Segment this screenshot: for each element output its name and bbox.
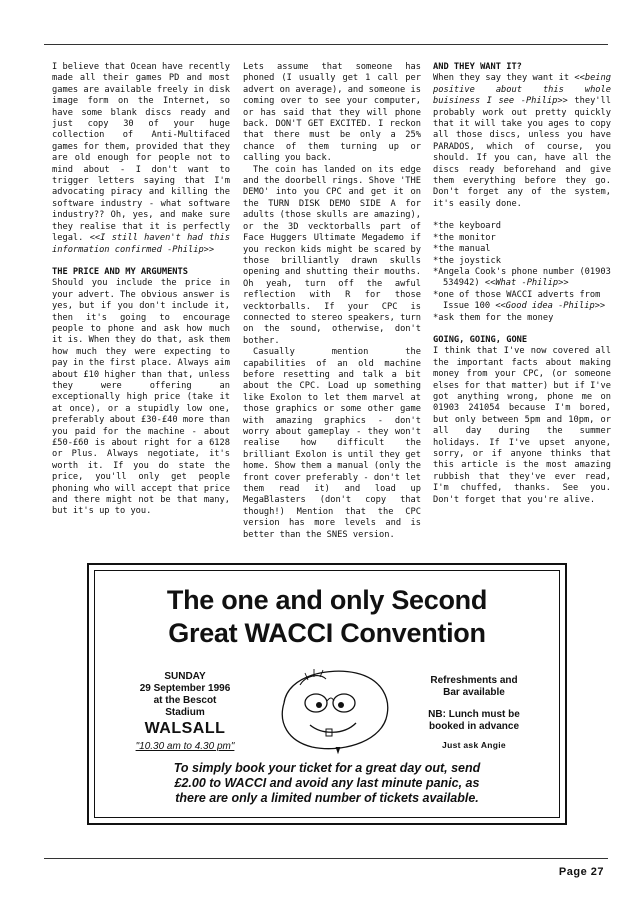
event-day: SUNDAY [164, 671, 206, 682]
top-rule [44, 44, 608, 45]
cartoon-face-icon [270, 663, 395, 755]
refreshments-line-2: Bar available [443, 687, 505, 698]
section-heading: THE PRICE AND MY ARGUMENTS [52, 266, 188, 277]
list-item-text: *one of those WACCI adverts from Issue 100 [433, 289, 601, 312]
list-item [433, 267, 611, 290]
booking-line-3: there are only a limited number of tickets available. [175, 791, 479, 805]
event-venue-line-2: Stadium [165, 707, 205, 718]
lunch-note-line-1: NB: Lunch must be [428, 709, 520, 720]
paragraph [433, 73, 611, 210]
event-venue-line-1: at the Bescot [153, 695, 217, 706]
paragraph: I think that I've now covered all the important facts about making money from your CPC, (or someone elses for that matter) but if I've got anything wrong, phone me on 01903 241054 because I'm bored, but only between 5pm and 10pm, or all day during the summer holidays. If I've upset anyone, sorry, or if anyone thinks that this article is the most amazing rubbish that they've ever read, I'm chuffed, thanks. See you. Don't forget that you're alive. [433, 346, 611, 505]
booking-line-2: £2.00 to WACCI and avoid any last minute panic, as [174, 776, 480, 790]
editor-note: <<I still haven't had this information confirmed -Philip>> [52, 233, 230, 255]
article-column-3 [433, 62, 611, 506]
editor-note: <<What -Philip>> [484, 278, 569, 289]
booking-line-1: To simply book your ticket for a great day out, send [173, 761, 481, 775]
advert-inner-frame [94, 570, 560, 818]
list-item: *ask them for the money [433, 312, 554, 323]
paragraph-text: they'll probably work out pretty quickly that it will take you ages to copy all those discs, unless you have PARADOS, which of course, you should. If you can, have all the discs ready beforehand and give them everything before they go. Don't forget any of the system, it's easily done. [433, 96, 611, 209]
event-time: "10.30 am to 4.30 pm" [135, 741, 235, 752]
list-item: *the manual [433, 244, 491, 255]
event-date: 29 September 1996 [139, 683, 231, 694]
paragraph: Should you include the price in your advert. The obvious answer is yes, but if you don't include it, then it's going to encourage people to phone and ask how much it is. When they do that, ask them how much they were expecting to pay in the first place. Always aim about £10 higher than that, unless they were offering an exceptionally high price (take it at once), or a stupidly low one, preferably about £30-£40 more than you paid for the machine - about £50-£60 is about right for a 6128 or Plus. Always negotiate, it's worth it. If you do state the price, you'll only get people phoning who will accept that price and there might not be that many, but it's up to you. [52, 278, 230, 517]
editor-note: <<being positive about this whole buisiness I see -Philip>> [433, 73, 611, 107]
list-item [433, 290, 611, 313]
article-column-1 [52, 62, 230, 518]
list-item: *the keyboard [433, 221, 501, 232]
bottom-rule [44, 858, 608, 859]
list-item: *the monitor [433, 232, 496, 243]
section-heading: AND THEY WANT IT? [433, 62, 522, 72]
article-column-2 [243, 62, 421, 541]
advert-title-line-1: The one and only Second [166, 585, 488, 615]
event-details [105, 671, 265, 753]
convention-advert [87, 563, 567, 825]
section-heading: GOING, GOING, GONE [433, 334, 528, 345]
list-item-text: *Angela Cook's phone number (01903 534942) [433, 266, 611, 289]
list-item: *the joystick [433, 255, 501, 266]
paragraph-text: I believe that Ocean have recently made all their games PD and most games are available freely in disk image form on the Internet, so have some blank discs ready and just copy 30 of your huge collection of Anti-Multifaced games for them, provided that they are old enough for people not to mind about - I don't want to trigger letters saying that I'm advocating piracy and killing the software industry - what software industry?? Oh, yes, and make sure they realise that it is perfectly legal. [52, 62, 230, 244]
paragraph: The coin has landed on its edge and the doorbell rings. Shove 'THE DEMO' into you CPC and get it on the TURN DISK DEMO SIDE A for adults (those skulls are amazing), or the 3D vecktorballs part of Face Huggers Ultimate Megademo if you reckon kids might be scared by those brilliantly drawn skulls opening and shutting their mouths. Oh yeah, turn off the awful reflection with R for those vecktorballs. If your CPC is connected to stereo speakers, turn on the sound, otherwise, don't bother. [243, 164, 421, 346]
event-notes [399, 675, 549, 751]
page-number: Page 27 [558, 866, 604, 878]
editor-note: <<Good idea -Philip>> [495, 301, 606, 312]
event-town: WALSALL [144, 720, 226, 737]
paragraph: Casually mention the capabilities of an old machine before resetting and talk a bit about the CPC. Load up something like Exolon to let them marvel at those graphics or some other game with amazing graphics - don't worry about gameplay - they won't realise how difficult the brilliant Exolon is until they get home. Show them a manual (only the front cover preferably - don't let them read it) and load up MegaBlasters (don't copy that though!) Mention that the CPC version has more levels and is better than the SNES version. [243, 347, 421, 540]
advert-title-line-2: Great WACCI Convention [168, 618, 486, 648]
paragraph: Lets assume that someone has phoned (I usually get 1 call per advert on average), and someone is coming over to see your computer, or has said that they will phone back. DON'T GET EXCITED. I reckon that there must be only a 25% chance of them turning up or calling you back. [243, 62, 421, 164]
checklist [433, 221, 611, 324]
paragraph-text: When they say they want it [433, 73, 570, 84]
lunch-note-line-2: booked in advance [428, 721, 520, 732]
paragraph [52, 62, 230, 256]
booking-instructions [105, 761, 549, 806]
contact-note: Just ask Angie [442, 740, 506, 750]
refreshments-line-1: Refreshments and [430, 675, 518, 686]
